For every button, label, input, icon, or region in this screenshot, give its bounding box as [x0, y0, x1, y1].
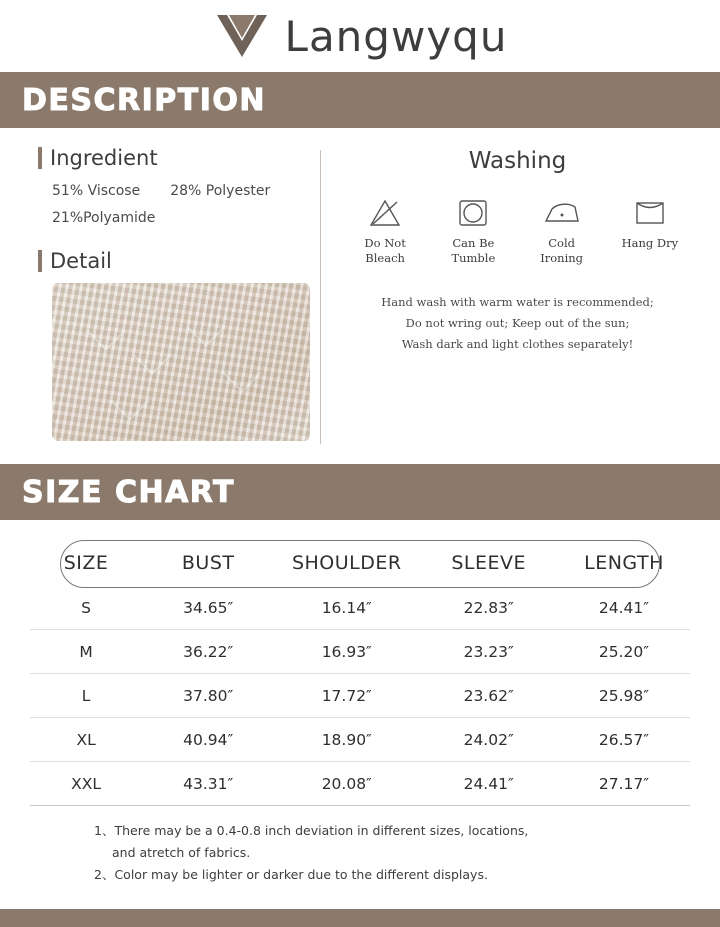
cell-sleeve: 24.02″	[419, 718, 558, 762]
care-label: Cold Ironing	[540, 236, 584, 265]
do-not-bleach-icon	[345, 196, 425, 230]
care-item	[522, 196, 602, 266]
size-table-body	[30, 586, 690, 806]
hang-dry-icon	[610, 196, 690, 230]
cell-sleeve: 23.62″	[419, 674, 558, 718]
ingredient-item: 51% Viscose	[52, 183, 141, 199]
description-left-column	[0, 146, 320, 448]
care-item	[433, 196, 513, 266]
v-monogram-logo-icon	[213, 11, 271, 61]
cell-sleeve: 22.83″	[419, 586, 558, 630]
size-table	[30, 540, 690, 806]
care-label: Can Be Tumble	[451, 236, 496, 265]
care-item	[610, 196, 690, 251]
cell-shoulder: 16.14″	[274, 586, 419, 630]
cell-length: 25.20″	[558, 630, 690, 674]
care-symbols-row	[333, 196, 702, 266]
table-header-row	[30, 540, 690, 586]
description-body	[0, 128, 720, 464]
cell-bust: 37.80″	[142, 674, 274, 718]
tumble-dry-icon	[433, 196, 513, 230]
size-chart-notes	[30, 806, 690, 886]
washing-column	[333, 146, 720, 448]
cell-size: L	[30, 674, 142, 718]
detail-heading	[38, 249, 320, 273]
size-table-header-region	[30, 540, 690, 806]
cell-size: S	[30, 586, 142, 630]
table-row	[30, 674, 690, 718]
column-header-shoulder: SHOULDER	[291, 552, 402, 574]
note-line: 1、There may be a 0.4-0.8 inch deviation in different sizes, locations,	[94, 823, 529, 838]
vertical-divider	[320, 150, 321, 444]
cell-sleeve: 23.23″	[419, 630, 558, 674]
description-banner	[0, 72, 720, 128]
brand-header	[0, 0, 720, 72]
cell-length: 26.57″	[558, 718, 690, 762]
size-chart-wrapper	[0, 520, 720, 886]
cell-shoulder: 20.08″	[274, 762, 419, 806]
ingredient-item: 21%Polyamide	[52, 210, 156, 227]
cell-size: M	[30, 630, 142, 674]
care-label: Hang Dry	[621, 236, 679, 250]
description-title: DESCRIPTION	[22, 82, 267, 118]
washing-title: Washing	[468, 148, 567, 174]
note-line: 2、Color may be lighter or darker due to the different displays.	[94, 866, 488, 882]
cell-shoulder: 17.72″	[274, 674, 419, 718]
ingredient-label: Ingredient	[50, 146, 158, 170]
ingredient-accent-bar	[38, 147, 42, 169]
care-note-line: Do not wring out; Keep out of the sun;	[405, 316, 630, 331]
care-label: Do Not Bleach	[364, 236, 406, 265]
care-note-line: Hand wash with warm water is recommended;	[381, 294, 654, 309]
table-row	[30, 630, 690, 674]
cell-sleeve: 24.41″	[419, 762, 558, 806]
table-row	[30, 586, 690, 630]
cell-bust: 34.65″	[142, 586, 274, 630]
ingredient-list	[52, 178, 320, 233]
cell-length: 25.98″	[558, 674, 690, 718]
cell-size: XL	[30, 718, 142, 762]
detail-accent-bar	[38, 250, 42, 272]
cell-shoulder: 16.93″	[274, 630, 419, 674]
care-notes	[333, 292, 702, 356]
ingredient-heading	[38, 146, 320, 170]
ingredient-row	[52, 205, 320, 232]
fabric-detail-photo	[52, 283, 310, 441]
ingredient-item: 28% Polyester	[170, 183, 271, 199]
table-row	[30, 718, 690, 762]
care-item	[345, 196, 425, 266]
cell-length: 24.41″	[558, 586, 690, 630]
care-note-line: Wash dark and light clothes separately!	[401, 337, 634, 352]
brand-name: Langwyqu	[284, 11, 508, 61]
cell-bust: 43.31″	[142, 762, 274, 806]
cell-shoulder: 18.90″	[274, 718, 419, 762]
ingredient-row	[52, 178, 320, 205]
column-header-bust: BUST	[181, 552, 235, 574]
bottom-accent-bar	[0, 909, 720, 927]
detail-label: Detail	[50, 248, 112, 273]
cell-bust: 40.94″	[142, 718, 274, 762]
size-chart-title: SIZE CHART	[22, 474, 236, 510]
cold-iron-icon	[522, 196, 602, 230]
cell-bust: 36.22″	[142, 630, 274, 674]
cell-length: 27.17″	[558, 762, 690, 806]
column-header-size: SIZE	[63, 552, 109, 574]
column-header-length: LENGTH	[584, 552, 664, 574]
cell-size: XXL	[30, 762, 142, 806]
column-header-sleeve: SLEEVE	[451, 552, 526, 574]
note-line: and atretch of fabrics.	[112, 844, 251, 860]
table-row	[30, 762, 690, 806]
size-chart-banner	[0, 464, 720, 520]
